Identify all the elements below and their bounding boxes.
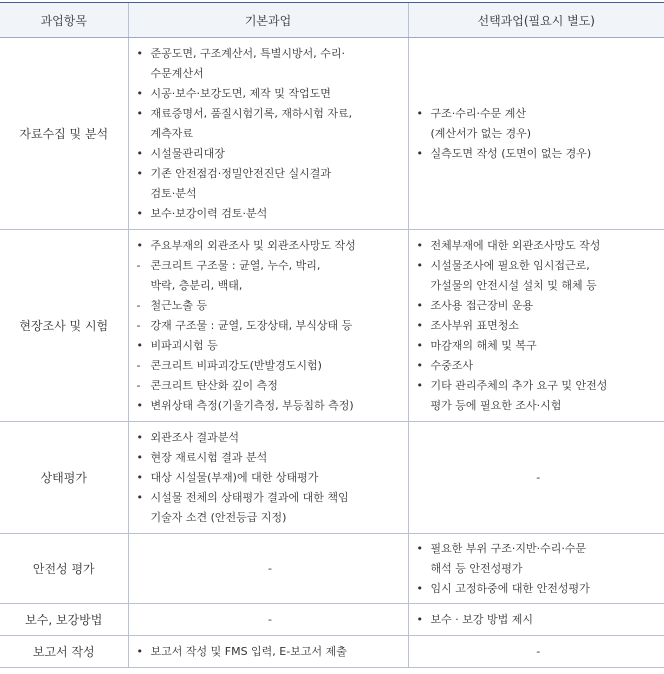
list-item <box>417 376 661 416</box>
list-item-text: 구조·수리·수문 계산 (계산서가 없는 경우) <box>430 107 532 140</box>
task-table <box>0 2 664 668</box>
list-item <box>137 642 404 662</box>
row-category: 자료수집 및 분석 <box>0 38 128 230</box>
list-item-text: 준공도면, 구조계산서, 특별시방서, 수리· 수문계산서 <box>150 47 345 80</box>
list-item <box>137 448 404 468</box>
bullet-icon: • <box>416 259 423 272</box>
header-optional: 선택과업(필요시 별도) <box>408 3 664 38</box>
list-item-text: 주요부재의 외관조사 및 외관조사망도 작성 <box>150 239 356 252</box>
bullet-icon: • <box>136 339 143 352</box>
list-item <box>137 84 404 104</box>
list-item <box>137 144 404 164</box>
row-category: 보고서 작성 <box>0 636 128 668</box>
header-basic: 기본과업 <box>128 3 408 38</box>
bullet-icon: • <box>416 339 423 352</box>
list-item <box>137 316 404 336</box>
list-item-text: 수중조사 <box>430 359 474 372</box>
list-item <box>137 164 404 204</box>
list-item-text: 기타 관리주체의 추가 요구 및 안전성 평가 등에 필요한 조사·시험 <box>430 379 608 412</box>
list-item <box>417 336 661 356</box>
basic-task-cell: - <box>128 604 408 636</box>
item-list <box>417 236 661 416</box>
list-item <box>137 488 404 528</box>
list-item-text: 마감재의 해체 및 복구 <box>430 339 537 352</box>
table-header <box>0 3 664 38</box>
dash-marker: - <box>136 319 141 332</box>
list-item-text: 실측도면 작성 (도면이 없는 경우) <box>430 147 592 160</box>
list-item-text: 시설물관리대장 <box>150 147 225 160</box>
list-item <box>137 204 404 224</box>
list-item <box>417 539 661 579</box>
list-item-text: 콘크리트 구조물 : 균열, 누수, 박리, 박락, 층분리, 백태, <box>150 259 321 292</box>
list-item-text: 보수 · 보강 방법 제시 <box>430 613 533 626</box>
list-item-text: 대상 시설물(부재)에 대한 상태평가 <box>150 471 319 484</box>
item-list <box>137 236 404 416</box>
list-item-text: 조사용 접근장비 운용 <box>430 299 534 312</box>
list-item <box>417 610 661 630</box>
list-item-text: 기존 안전점검·정밀안전진단 실시결과 검토·분석 <box>150 167 332 200</box>
row-category: 현장조사 및 시험 <box>0 230 128 422</box>
basic-task-cell <box>128 636 408 668</box>
optional-task-cell: - <box>408 422 664 534</box>
table-row <box>0 422 664 534</box>
bullet-icon: • <box>416 582 423 595</box>
dash-marker: - <box>136 259 141 272</box>
bullet-icon: • <box>136 471 143 484</box>
bullet-icon: • <box>416 299 423 312</box>
row-category: 안전성 평가 <box>0 534 128 604</box>
list-item-text: 외관조사 결과분석 <box>150 431 240 444</box>
item-list <box>137 44 404 224</box>
bullet-icon: • <box>416 319 423 332</box>
bullet-icon: • <box>136 47 143 60</box>
list-item <box>417 356 661 376</box>
table-row <box>0 534 664 604</box>
bullet-icon: • <box>136 431 143 444</box>
table-row <box>0 636 664 668</box>
basic-task-cell <box>128 230 408 422</box>
list-item-text: 보고서 작성 및 FMS 입력, E-보고서 제출 <box>150 645 347 658</box>
list-item-text: 보수·보강이력 검토·분석 <box>150 207 268 220</box>
dash-marker: - <box>136 299 141 312</box>
list-item <box>417 144 661 164</box>
list-item <box>137 296 404 316</box>
item-list <box>417 610 661 630</box>
bullet-icon: • <box>136 207 143 220</box>
bullet-icon: • <box>136 645 143 658</box>
list-item-text: 변위상태 측정(기울기측정, 부등침하 측정) <box>150 399 354 412</box>
list-item-text: 시설물조사에 필요한 임시접근로, 가설물의 안전시설 설치 및 해체 등 <box>430 259 597 292</box>
list-item <box>417 104 661 144</box>
bullet-icon: • <box>416 613 423 626</box>
list-item-text: 비파괴시험 등 <box>150 339 218 352</box>
bullet-icon: • <box>416 239 423 252</box>
bullet-icon: • <box>416 379 423 392</box>
list-item <box>137 428 404 448</box>
list-item-text: 콘크리트 탄산화 깊이 측정 <box>150 379 278 392</box>
bullet-icon: • <box>136 147 143 160</box>
row-category: 보수, 보강방법 <box>0 604 128 636</box>
list-item-text: 재료증명서, 품질시험기록, 재하시험 자료, 계측자료 <box>150 107 353 140</box>
optional-task-cell <box>408 38 664 230</box>
item-list <box>137 428 404 528</box>
optional-task-cell <box>408 230 664 422</box>
list-item-text: 콘크리트 비파괴강도(반발경도시험) <box>150 359 322 372</box>
optional-task-cell: - <box>408 636 664 668</box>
basic-task-cell <box>128 422 408 534</box>
table-row <box>0 230 664 422</box>
bullet-icon: • <box>136 87 143 100</box>
list-item-text: 전체부재에 대한 외관조사망도 작성 <box>430 239 601 252</box>
list-item <box>417 256 661 296</box>
table-row <box>0 38 664 230</box>
list-item-text: 철근노출 등 <box>150 299 208 312</box>
list-item <box>137 356 404 376</box>
list-item <box>417 296 661 316</box>
bullet-icon: • <box>136 399 143 412</box>
item-list <box>417 539 661 599</box>
list-item-text: 임시 고정하중에 대한 안전성평가 <box>430 582 590 595</box>
basic-task-cell: - <box>128 534 408 604</box>
list-item <box>137 104 404 144</box>
item-list <box>417 104 661 164</box>
list-item <box>417 236 661 256</box>
bullet-icon: • <box>136 107 143 120</box>
optional-task-cell <box>408 604 664 636</box>
list-item <box>137 44 404 84</box>
optional-task-cell <box>408 534 664 604</box>
list-item <box>137 336 404 356</box>
dash-marker: - <box>136 379 141 392</box>
list-item <box>137 256 404 296</box>
bullet-icon: • <box>416 107 423 120</box>
list-item <box>137 376 404 396</box>
list-item-text: 시설물 전체의 상태평가 결과에 대한 책임 기술자 소견 (안전등급 지정) <box>150 491 349 524</box>
list-item <box>137 236 404 256</box>
list-item-text: 필요한 부위 구조·지반·수리·수문 해석 등 안전성평가 <box>430 542 587 575</box>
bullet-icon: • <box>136 451 143 464</box>
table-row <box>0 604 664 636</box>
bullet-icon: • <box>136 167 143 180</box>
dash-marker: - <box>136 359 141 372</box>
list-item-text: 시공·보수·보강도면, 제작 및 작업도면 <box>150 87 331 100</box>
list-item-text: 강재 구조물 : 균열, 도장상태, 부식상태 등 <box>150 319 353 332</box>
row-category: 상태평가 <box>0 422 128 534</box>
list-item <box>417 316 661 336</box>
bullet-icon: • <box>136 491 143 504</box>
bullet-icon: • <box>416 542 423 555</box>
bullet-icon: • <box>136 239 143 252</box>
list-item-text: 조사부위 표면청소 <box>430 319 520 332</box>
bullet-icon: • <box>416 147 423 160</box>
list-item <box>137 468 404 488</box>
list-item <box>417 579 661 599</box>
list-item-text: 현장 재료시험 결과 분석 <box>150 451 268 464</box>
header-category: 과업항목 <box>0 3 128 38</box>
basic-task-cell <box>128 38 408 230</box>
bullet-icon: • <box>416 359 423 372</box>
list-item <box>137 396 404 416</box>
item-list <box>137 642 404 662</box>
